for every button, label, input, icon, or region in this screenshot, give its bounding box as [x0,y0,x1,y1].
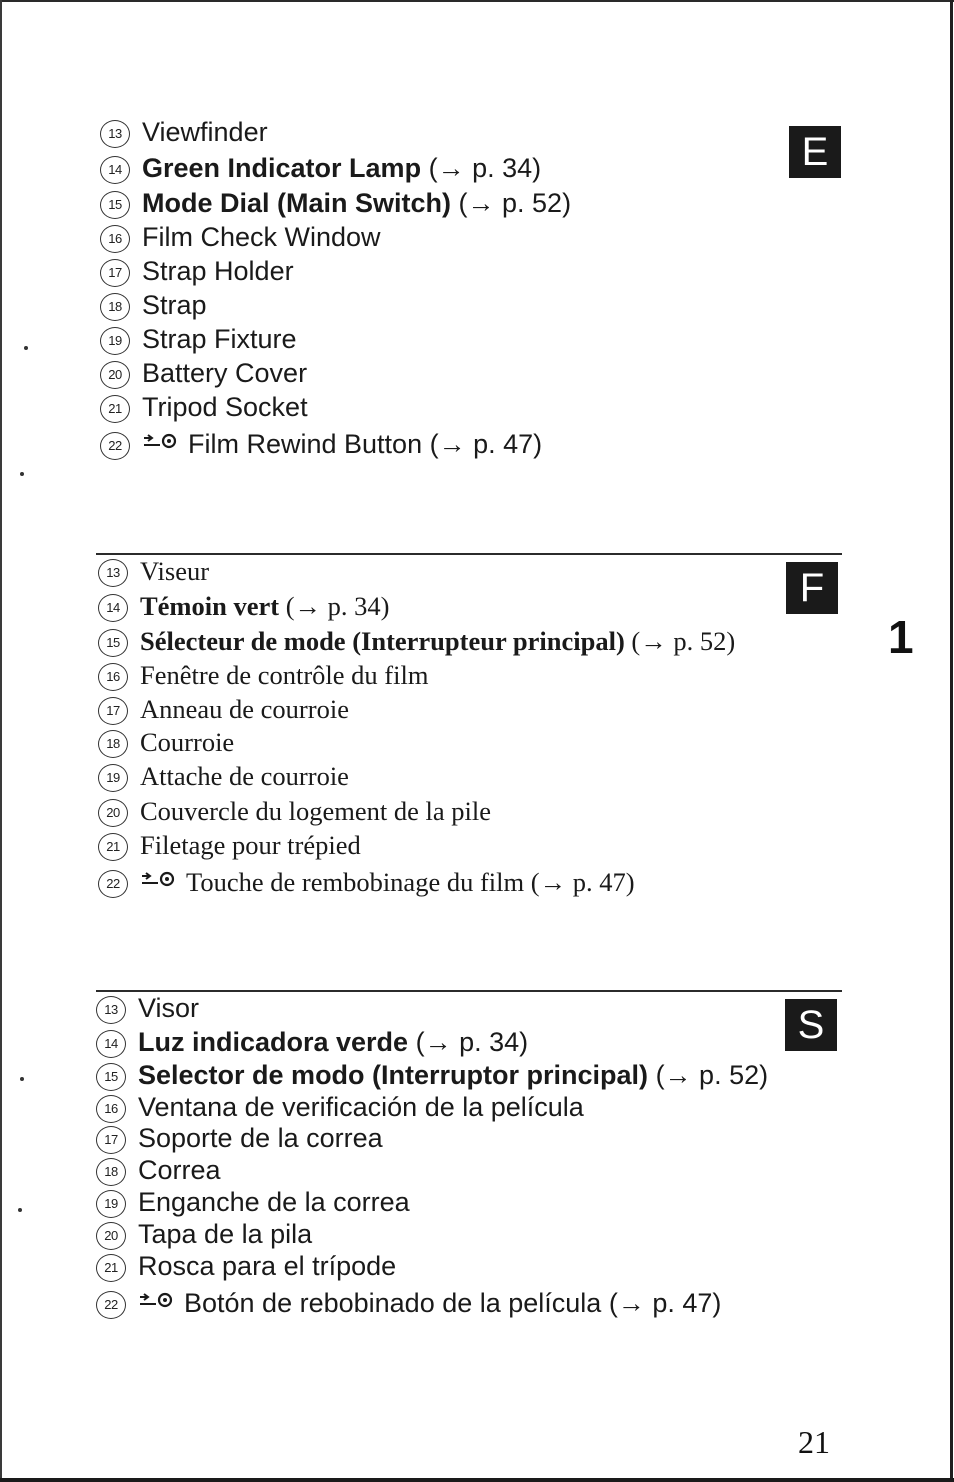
item-number-badge: 18 [96,1158,126,1186]
item-number-badge: 22 [100,432,130,460]
list-item [98,829,361,861]
page-reference: (→ p. 34) [428,153,542,183]
scan-dot [20,472,24,476]
item-label: Filetage pour trépied [140,830,361,860]
list-item [96,1284,721,1319]
list-item [100,425,542,460]
item-number-badge: 19 [100,327,130,355]
item-number-badge: 15 [96,1063,126,1091]
list-item [98,795,491,827]
item-label: Fenêtre de contrôle du film [140,660,429,690]
list-item [96,1059,768,1091]
item-number-badge: 14 [100,156,130,184]
lang-badge-english: E [789,126,841,178]
list-item [96,992,199,1024]
item-label: Viseur [140,556,210,586]
list-item [100,289,207,321]
item-label: Strap Fixture [142,324,297,354]
item-label: Film Rewind Button [188,429,423,459]
item-label: Sélecteur de mode (Interrupteur principal) [140,626,625,656]
page-edge-right [950,0,953,1482]
list-item [96,1091,584,1123]
list-item [100,221,381,253]
item-number-badge: 16 [96,1095,126,1123]
item-number-badge: 18 [100,293,130,321]
page-reference: (→ p. 34) [415,1027,529,1057]
item-label: Enganche de la correa [138,1187,410,1217]
item-label: Viewfinder [142,117,268,147]
list-item [96,1026,528,1058]
item-label: Battery Cover [142,358,308,388]
page-reference: (→ p. 47) [429,429,543,459]
page-edge-top [0,0,954,2]
list-item [98,659,428,691]
item-number-badge: 18 [98,730,128,758]
list-item [98,726,234,758]
item-label: Témoin vert [140,591,280,621]
list-item [100,152,541,184]
item-number-badge: 14 [96,1030,126,1058]
page-edge-bottom [0,1478,954,1482]
list-item [98,863,635,898]
item-label: Film Check Window [142,222,381,252]
item-number-badge: 21 [96,1254,126,1282]
item-label: Botón de rebobinado de la película [184,1288,602,1318]
page-reference: (→ p. 52) [631,626,736,656]
item-number-badge: 16 [98,663,128,691]
item-label: Visor [138,993,200,1023]
page-reference: (→ p. 47) [608,1288,722,1318]
item-label: Attache de courroie [140,761,349,791]
list-item [98,625,735,657]
scan-dot [24,346,28,350]
item-label: Couvercle du logement de la pile [140,796,492,826]
page-number: 21 [798,1424,830,1460]
list-item [100,116,268,148]
lang-badge-spanish: S [785,999,837,1051]
page-reference: (→ p. 52) [458,188,572,218]
film-rewind-icon [140,863,176,895]
page-reference: (→ p. 47) [530,867,635,897]
lang-badge-french: F [786,562,838,614]
item-label: Green Indicator Lamp [142,153,422,183]
list-item [100,323,297,355]
list-item [96,1186,410,1218]
item-number-badge: 13 [98,559,128,587]
item-label: Tripod Socket [142,392,308,422]
list-item [100,187,571,219]
page-reference: (→ p. 52) [655,1060,769,1090]
list-item [96,1122,383,1154]
item-number-badge: 19 [96,1190,126,1218]
item-label: Courroie [140,727,235,757]
item-label: Selector de modo (Interruptor principal) [138,1060,649,1090]
chapter-tab-number: 1 [888,611,914,663]
item-label: Soporte de la correa [138,1123,383,1153]
item-number-badge: 21 [100,395,130,423]
item-label: Ventana de verificación de la película [138,1092,584,1122]
film-rewind-icon [138,1284,174,1316]
item-label: Touche de rembobinage du film [186,867,525,897]
list-item [96,1218,312,1250]
item-number-badge: 14 [98,594,128,622]
section-divider [96,990,842,992]
item-number-badge: 19 [98,764,128,792]
list-item [100,391,308,423]
item-number-badge: 22 [96,1291,126,1319]
item-label: Tapa de la pila [138,1219,313,1249]
item-number-badge: 21 [98,833,128,861]
item-label: Rosca para el trípode [138,1251,397,1281]
page-reference: (→ p. 34) [285,591,390,621]
item-number-badge: 17 [96,1126,126,1154]
item-number-badge: 15 [100,191,130,219]
item-number-badge: 20 [96,1222,126,1250]
item-number-badge: 20 [98,799,128,827]
list-item [98,555,209,587]
item-label: Strap Holder [142,256,294,286]
item-number-badge: 22 [98,870,128,898]
item-number-badge: 17 [98,697,128,725]
list-item [100,357,307,389]
item-label: Correa [138,1155,221,1185]
item-number-badge: 15 [98,629,128,657]
item-label: Luz indicadora verde [138,1027,409,1057]
item-label: Mode Dial (Main Switch) [142,188,452,218]
scan-dot [18,1208,22,1212]
list-item [98,590,390,622]
scan-dot [20,1077,24,1081]
item-number-badge: 16 [100,225,130,253]
item-number-badge: 13 [100,120,130,148]
list-item [96,1250,396,1282]
list-item [98,693,349,725]
film-rewind-icon [142,425,178,457]
item-number-badge: 13 [96,996,126,1024]
item-number-badge: 17 [100,259,130,287]
page-edge-left [0,0,2,1482]
item-label: Strap [142,290,207,320]
list-item [96,1154,221,1186]
list-item [98,760,349,792]
list-item [100,255,294,287]
item-label: Anneau de courroie [140,694,349,724]
item-number-badge: 20 [100,361,130,389]
